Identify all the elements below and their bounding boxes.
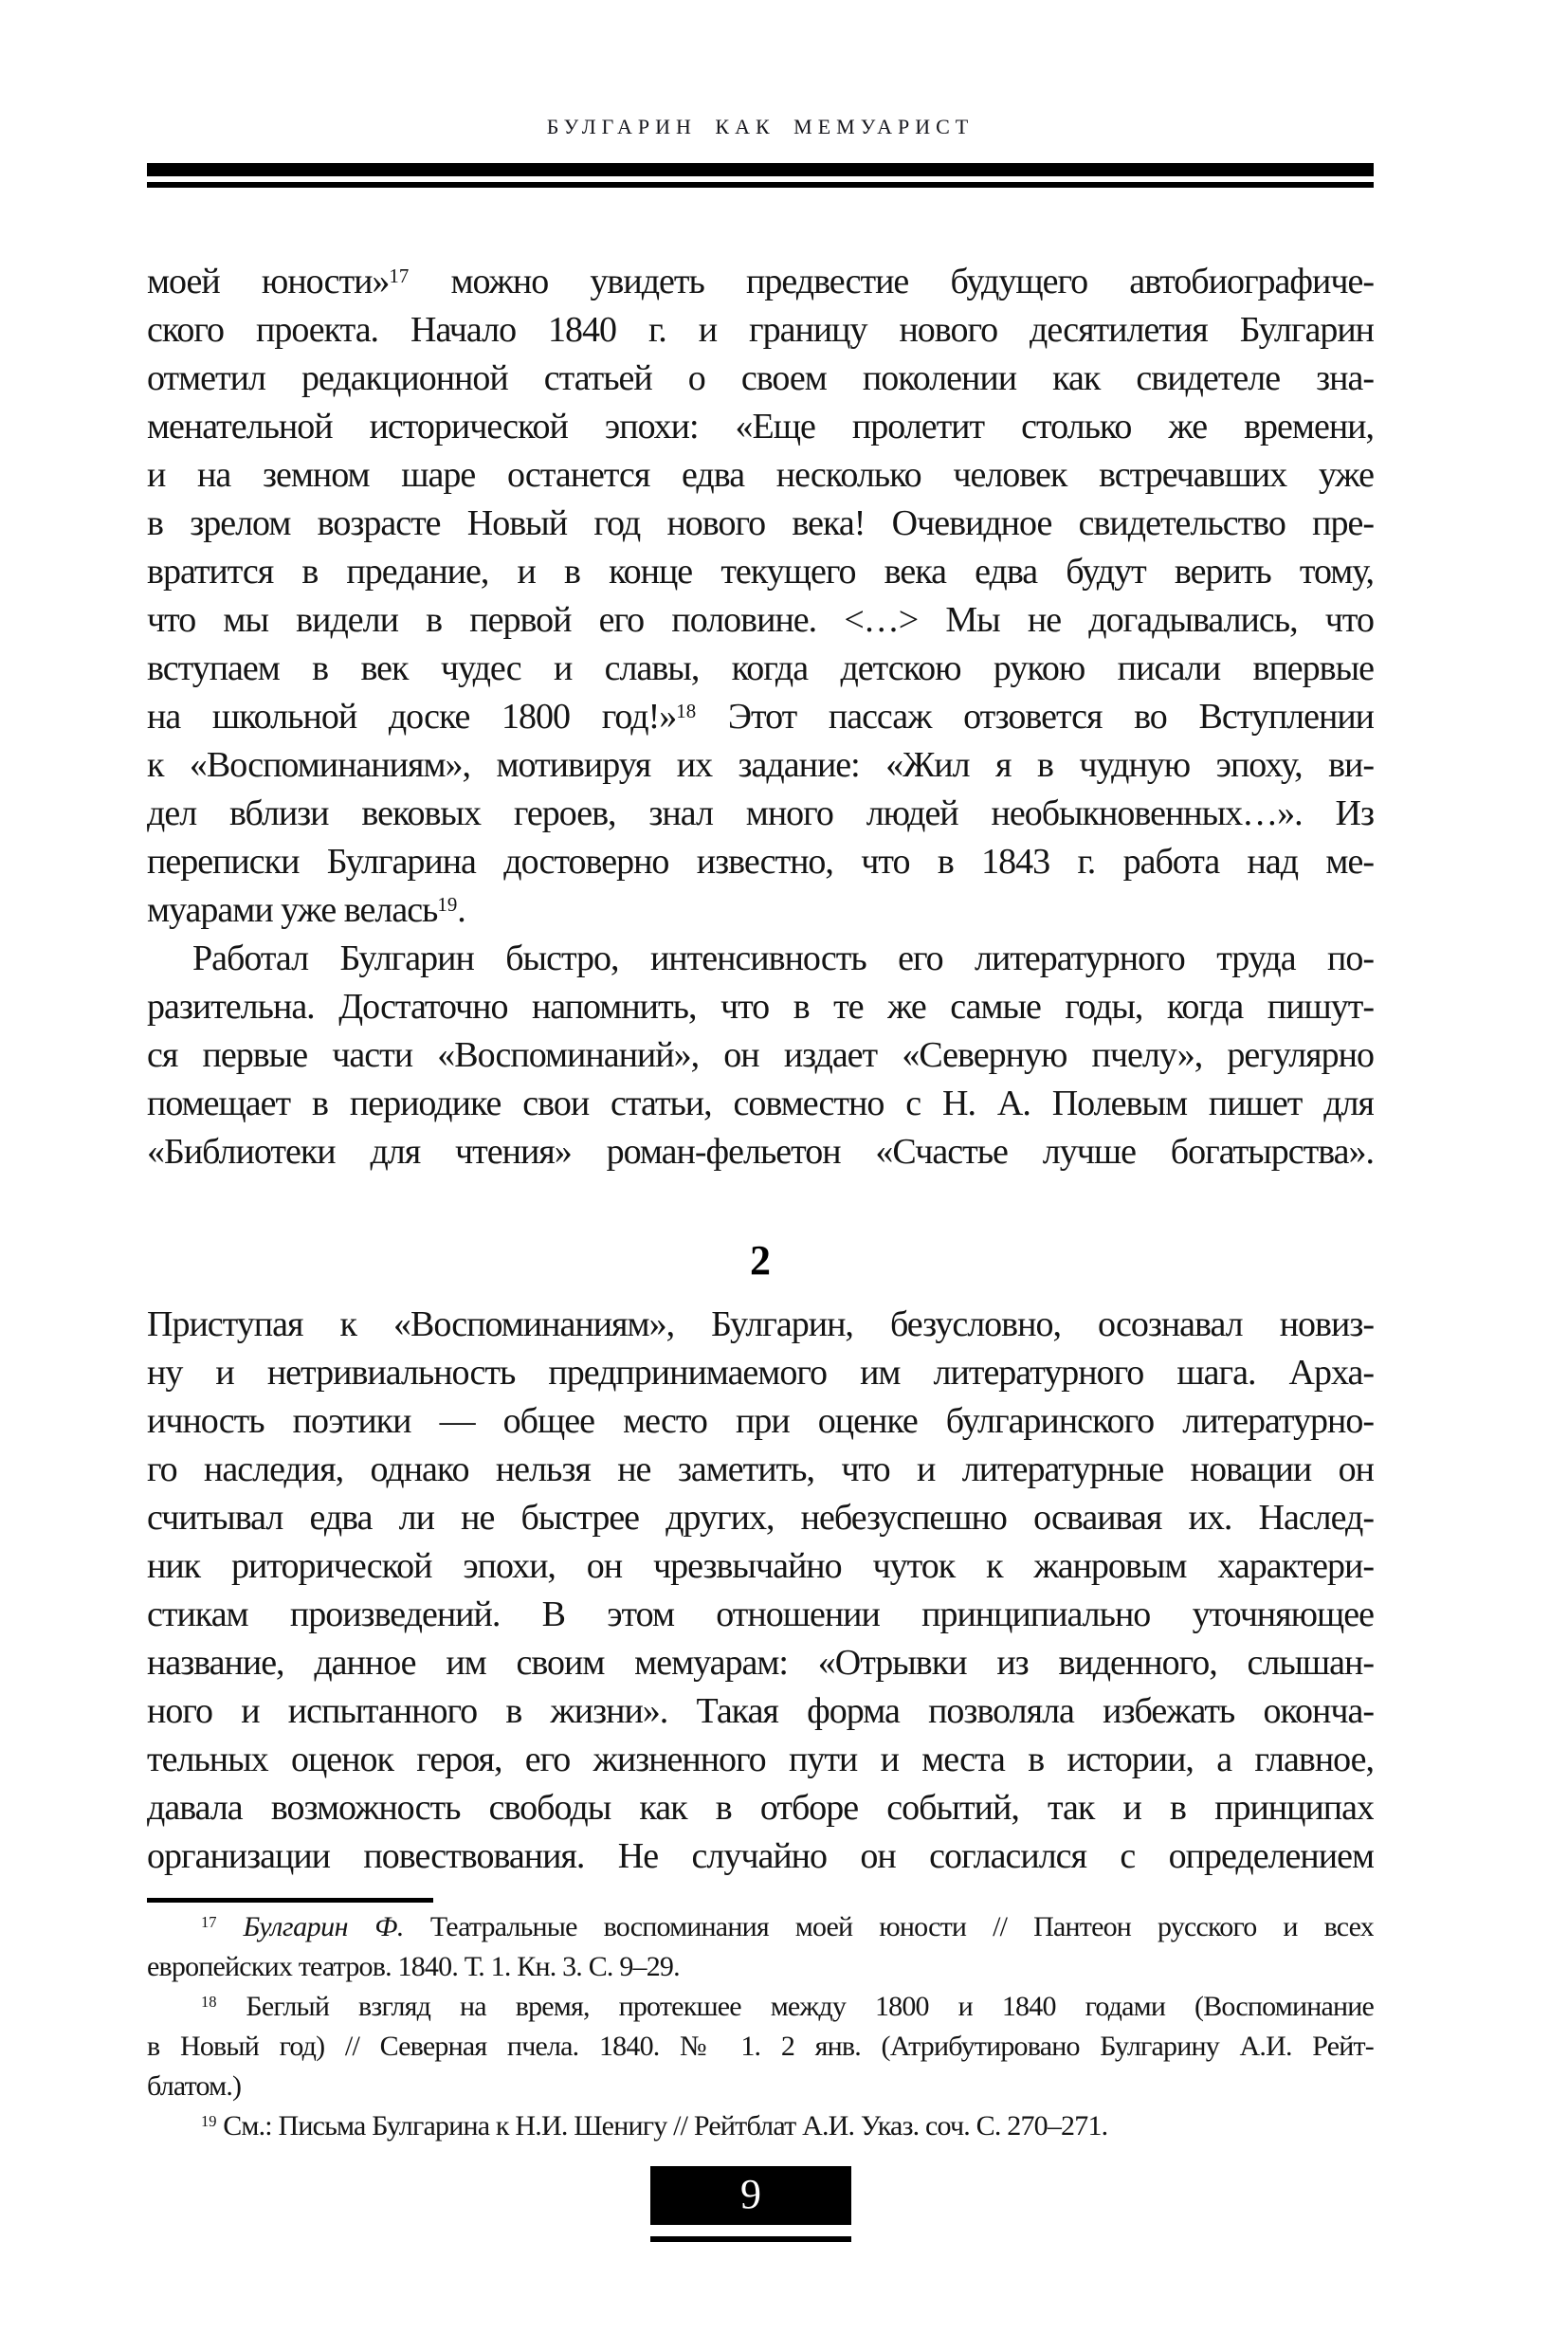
text-line: помещает в периодике свои статьи, совместно с Н. А. Полевым пишет для [147,1084,1374,1123]
header-rule-thin [147,182,1374,188]
paragraph-2 [147,935,1374,1176]
footnote-marker: 17 [389,264,410,287]
footnote-marker: 19 [437,892,458,916]
text-line: отметил редакционной статьей о своем поколении как свидетеле зна- [147,358,1374,398]
text-line: ну и нетривиальность предпринимаемого им литературного шага. Арха- [147,1353,1374,1393]
text-line: в зрелом возрасте Новый год нового века! Очевидное свидетельство пре- [147,503,1374,543]
text-line: моей юности»$^{17}$ можно увидеть предвестие будущего автобиографиче- [147,262,1374,301]
text-line: блатом.) [147,2070,242,2102]
text-line: на школьной доске 1800 год!»$^{18}$ Этот пассаж отзовется во Вступлении [147,697,1374,737]
footnote-marker: 18 [676,699,697,722]
text-line: организации повествования. Не случайно он согласился с определением [147,1836,1374,1876]
footnote-marker: 19 [201,2111,217,2130]
footnote-separator-rule [147,1898,433,1903]
text-line: название, данное им своим мемуарам: «Отрывки из виденного, слышан- [147,1643,1374,1683]
text-line: Приступая к «Воспоминаниям», Булгарин, безусловно, осознавал новиз- [147,1304,1374,1344]
text-line: переписки Булгарина достоверно известно, что в 1843 г. работа над ме- [147,842,1374,882]
page-number: 9 [740,2171,761,2217]
text-line: $^{19}$ См.: Письма Булгарина к Н.И. Шенигу // Рейтблат А.И. Указ. соч. С. 270–271. [201,2110,1108,2141]
text-line: тельных оценок героя, его жизненного пути и места в истории, а главное, [147,1740,1374,1779]
text-line: ся первые части «Воспоминаний», он издает «Северную пчелу», регулярно [147,1035,1374,1075]
text-line: считывал едва ли не быстрее других, небезуспешно осваивая их. Наслед- [147,1498,1374,1538]
text-line: стикам произведений. В этом отношении принципиально уточняющее [147,1595,1374,1634]
section-heading: 2 [750,1237,771,1284]
footnote-marker: 18 [201,1992,217,2011]
page-number-badge [650,2166,851,2225]
text-line: разительна. Достаточно напомнить, что в те же самые годы, когда пишут- [147,987,1374,1027]
text-line: «Библиотеки для чтения» роман-фельетон «Счастье лучше богатырства». [147,1132,1374,1172]
header-rule-thick [147,163,1374,176]
text-line: ного и испытанного в жизни». Такая форма позволяла избежать оконча- [147,1691,1374,1731]
text-line: что мы видели в первой его половине. <…> Мы не догадывались, что [147,600,1374,640]
text-line: го наследия, однако нельзя не заметить, что и литературные новации он [147,1449,1374,1489]
paragraph-3 [147,1301,1374,1881]
text-line: ичность поэтики — общее место при оценке булгаринского литературно- [147,1401,1374,1441]
text-line: европейских театров. 1840. Т. 1. Кн. 3. С. 9–29. [147,1951,680,1982]
text-line: в Новый год) // Северная пчела. 1840. № 1. 2 янв. (Атрибутировано Булгарину А.И. Рейт- [147,2031,1374,2062]
text-line: муарами уже велась$^{19}$. [147,890,465,930]
paragraph-1 [147,258,1374,935]
running-head: БУЛГАРИН КАК МЕМУАРИСТ [546,115,975,138]
text-line: ник риторической эпохи, он чрезвычайно чуток к жанровым характери- [147,1546,1374,1586]
text-line: и на земном шаре останется едва несколько человек встречавших уже [147,455,1374,495]
text-line: вступаем в век чудес и славы, когда детскою рукою писали впервые [147,648,1374,688]
footnote-marker: 17 [201,1912,217,1931]
text-line: менательной исторической эпохи: «Еще пролетит столько же времени, [147,407,1374,447]
text-line: дел вблизи вековых героев, знал много людей необыкновенных…». Из [147,793,1374,833]
text-line: $^{17}$ Булгарин Ф. Театральные воспоминания моей юности // Пантеон русского и всех [201,1911,1374,1942]
text-line: давала возможность свободы как в отборе событий, так и в принципах [147,1788,1374,1828]
text-line: Работал Булгарин быстро, интенсивность его литературного труда по- [192,939,1374,978]
footnotes-block [147,1907,1374,2146]
text-line: вратится в предание, и в конце текущего века едва будут верить тому, [147,552,1374,592]
text-line: к «Воспоминаниям», мотивируя их задание: «Жил я в чудную эпоху, ви- [147,745,1374,785]
page-number-rule [650,2236,851,2242]
text-line: $^{18}$ Беглый взгляд на время, протекшее между 1800 и 1840 годами (Воспоминание [201,1991,1374,2022]
text-line: ского проекта. Начало 1840 г. и границу нового десятилетия Булгарин [147,310,1374,350]
